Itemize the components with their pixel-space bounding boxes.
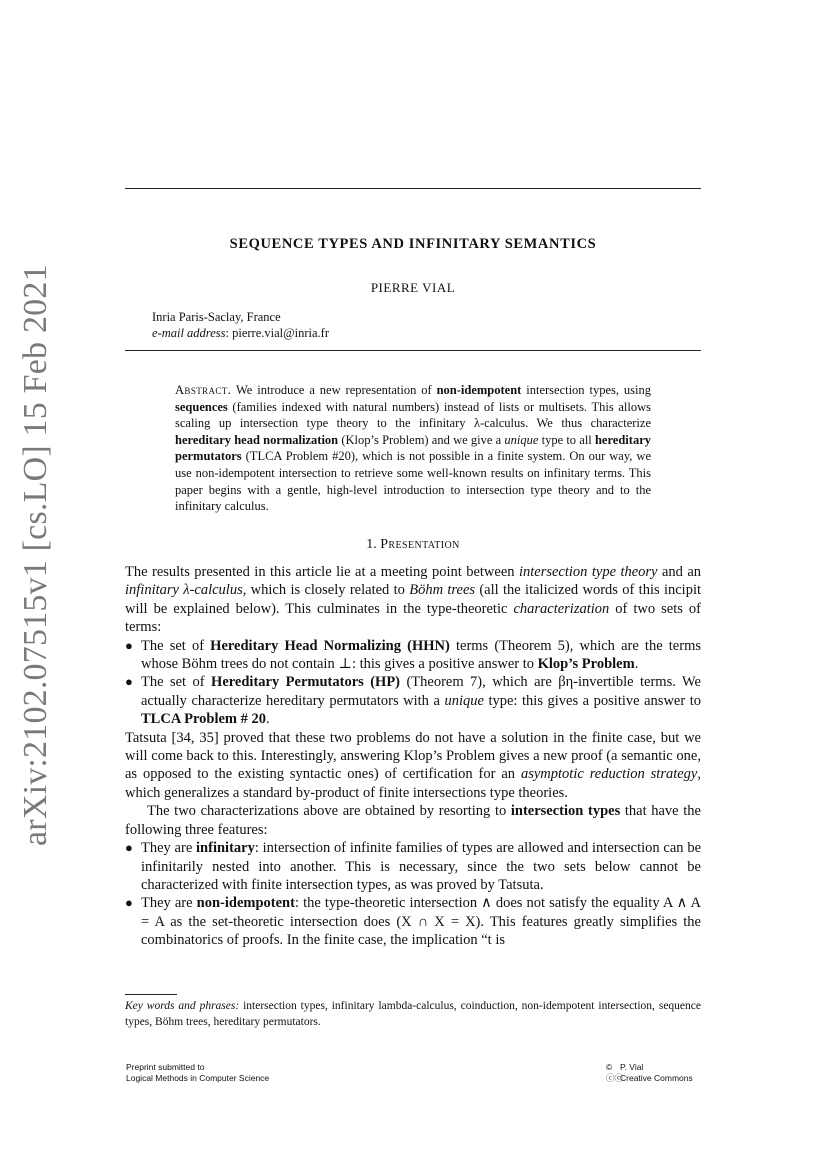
italic-text: infinitary λ-calculus xyxy=(125,582,243,599)
creative-commons-icon: ⓒⓒ xyxy=(606,1072,624,1083)
text: (Theorem 7), which are βη-invertible terms. We actually characterize hereditary permutators with a xyxy=(141,674,701,709)
bold-text: intersection types xyxy=(510,803,621,820)
bullet-item xyxy=(125,839,701,894)
footnote xyxy=(125,998,701,1030)
abstract-italic: unique xyxy=(504,432,539,447)
bullet-icon: ● xyxy=(125,840,133,856)
text: : the type-theoretic intersection ∧ does not satisfy the equality A ∧ A = A as the set-theoretic intersection does (X ∩ X = X). This features greatly simplifies the combinatorics of proofs. In the finite case, the implication “t is xyxy=(141,895,701,949)
bullet-icon: ● xyxy=(125,674,133,690)
text: , which is closely related to xyxy=(242,582,410,599)
text: The set of xyxy=(141,637,211,654)
text: The results presented in this article lie at a meeting point between xyxy=(125,564,519,580)
license-footer xyxy=(606,1062,693,1083)
header-bottom-rule xyxy=(125,350,701,351)
italic-text: unique xyxy=(444,692,484,709)
text: The two characterizations above are obtained by resorting to xyxy=(147,803,511,820)
text: They are xyxy=(141,840,197,857)
bold-text: Hereditary Permutators (HP) xyxy=(211,674,401,691)
abstract-bold: sequences xyxy=(175,399,228,414)
italic-text: Böhm trees xyxy=(409,582,476,599)
section-title: Presentation xyxy=(380,537,460,552)
footnote-text: intersection types, infinitary lambda-calculus, coinduction, non-idempotent intersection, sequence types, Böhm trees, hereditary permutators. xyxy=(125,1000,701,1028)
title-top-rule xyxy=(125,188,701,189)
abstract-text: We introduce a new representation of xyxy=(231,383,437,397)
paper-title: SEQUENCE TYPES AND INFINITARY SEMANTICS xyxy=(229,236,597,252)
abstract-text: (TLCA Problem #20), which is not possible in a finite system. On our way, we use non-idempotent intersection to retrieve some well-known results on infinitary terms. This paper begins with a gentle, high-level introduction to intersection type theory and to the infinitary calculus. xyxy=(175,449,651,514)
paragraph-2 xyxy=(125,729,701,803)
paragraph-3 xyxy=(125,802,701,839)
text: . xyxy=(266,711,270,728)
abstract-text: (Klop’s Problem) and we give a xyxy=(338,432,505,447)
text: Tatsuta [34, 35] proved that these two problems do not have a solution in the finite case, but we will come back to this. Interestingly, answering Klop’s Problem gives a new proof (a semantic one, as opposed to the existing syntactic ones) of certification for an xyxy=(125,729,701,783)
bold-text: TLCA Problem # 20 xyxy=(141,711,266,728)
abstract-bold: hereditary permutators xyxy=(175,432,651,464)
footer-line: Preprint submitted to xyxy=(126,1062,205,1072)
bullet-item xyxy=(125,894,701,949)
abstract-bold: non-idempotent xyxy=(436,383,522,397)
text: of two sets of terms: xyxy=(125,600,701,636)
abstract-label: Abstract. xyxy=(175,383,232,397)
text: and an xyxy=(657,564,702,580)
author-name: PIERRE VIAL xyxy=(370,280,456,295)
abstract xyxy=(175,382,651,515)
text: The set of xyxy=(141,674,212,691)
abstract-text: intersection types, using xyxy=(521,383,651,397)
body-text xyxy=(125,563,701,950)
footer-line: Creative Commons xyxy=(620,1072,693,1083)
text: type: this gives a positive answer to xyxy=(483,692,702,709)
text: terms (Theorem 5), which are the terms whose Böhm trees do not contain ⊥: this gives a positive answer to xyxy=(141,637,701,673)
abstract-text: type to all xyxy=(538,432,595,447)
bullet-icon: ● xyxy=(125,637,133,653)
email-line xyxy=(152,325,329,341)
footnote-rule xyxy=(125,994,177,995)
section-heading xyxy=(125,537,701,553)
text: (all the italicized words of this incipit will be explained below). This culminates in the type-theoretic xyxy=(125,582,701,617)
text: : intersection of infinite families of types are allowed and intersection can be infinitarily nested into another. This is necessary, since the two sets below cannot be characterized with finite intersection types, as was proved by Tatsuta. xyxy=(141,840,701,893)
footer-line: Logical Methods in Computer Science xyxy=(126,1072,270,1083)
text: that have the following three features: xyxy=(125,803,701,838)
affiliation-block xyxy=(152,309,329,341)
arxiv-identifier: arXiv:2102.07515v1 [cs.LO] 15 Feb 2021 xyxy=(17,264,54,846)
bullet-item xyxy=(125,673,701,728)
footer-line: P. Vial xyxy=(620,1062,644,1072)
text: They are xyxy=(141,895,197,912)
italic-text: intersection type theory xyxy=(518,564,658,580)
bold-text: Hereditary Head Normalizing (HHN) xyxy=(210,637,450,654)
paragraph-1 xyxy=(125,563,701,637)
bullet-icon: ● xyxy=(125,895,133,911)
affiliation: Inria Paris-Saclay, France xyxy=(152,310,281,324)
copyright-icon: © xyxy=(606,1062,613,1072)
abstract-bold: hereditary head normalization xyxy=(175,432,339,447)
italic-text: characterization xyxy=(513,600,610,617)
abstract-text: (families indexed with natural numbers) instead of lists or multisets. This allows scaling up intersection type theory to the infinitary λ-calculus. We thus characterize xyxy=(175,399,651,431)
email-label: e-mail address xyxy=(152,326,226,340)
bold-text: infinitary xyxy=(196,840,255,857)
bold-text: non-idempotent xyxy=(196,895,295,912)
footnote-label: Key words and phrases: xyxy=(125,1000,240,1012)
section-number: 1. xyxy=(366,537,377,552)
email-address: : pierre.vial@inria.fr xyxy=(225,326,329,340)
italic-text: asymptotic reduction strategy xyxy=(520,766,698,783)
bold-text: Klop’s Problem xyxy=(537,656,635,673)
bullet-item xyxy=(125,637,701,674)
journal-footer xyxy=(126,1062,269,1083)
text: . xyxy=(634,656,639,673)
text: , which generalizes a standard by-product of finite intersections type theories. xyxy=(125,766,701,801)
